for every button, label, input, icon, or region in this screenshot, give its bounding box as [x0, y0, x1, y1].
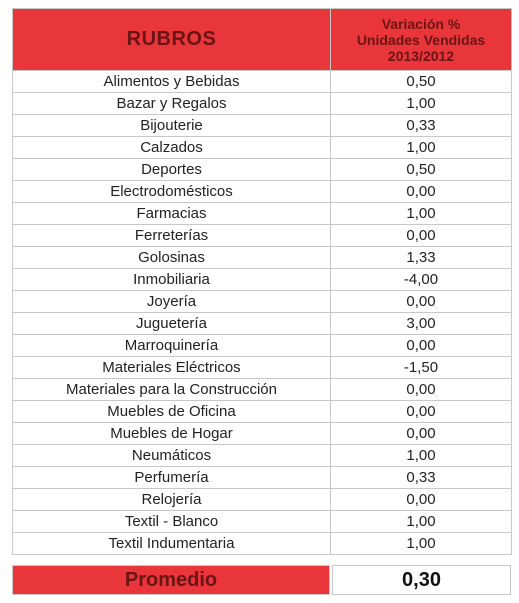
header-rubros: RUBROS	[13, 9, 331, 71]
promedio-label: Promedio	[12, 565, 330, 595]
variation-value-cell: 1,00	[331, 445, 512, 467]
table-row	[13, 313, 512, 335]
rubro-cell: Calzados	[13, 137, 331, 159]
variation-value-cell: 0,00	[331, 335, 512, 357]
header-variation-line1: Variación %	[381, 15, 461, 32]
table-row	[13, 247, 512, 269]
variation-value-cell: -1,50	[331, 357, 512, 379]
rubro-cell: Relojería	[13, 489, 331, 511]
variation-value-cell: 0,00	[331, 489, 512, 511]
table-row	[13, 511, 512, 533]
table-header-row	[13, 9, 512, 71]
variation-value-cell: 1,00	[331, 511, 512, 533]
table-row	[13, 423, 512, 445]
variation-value-cell: 0,00	[331, 401, 512, 423]
variation-value-cell: 0,50	[331, 71, 512, 93]
rubro-cell: Juguetería	[13, 313, 331, 335]
variation-value-cell: 1,00	[331, 533, 512, 555]
variation-value-cell: 3,00	[331, 313, 512, 335]
rubro-cell: Inmobiliaria	[13, 269, 331, 291]
variation-value-cell: -4,00	[331, 269, 512, 291]
table-row	[13, 181, 512, 203]
rubro-cell: Electrodomésticos	[13, 181, 331, 203]
table-row	[13, 71, 512, 93]
table-row	[13, 335, 512, 357]
header-variation-line3: 2013/2012	[387, 47, 455, 64]
rubro-cell: Marroquinería	[13, 335, 331, 357]
rubro-cell: Muebles de Hogar	[13, 423, 331, 445]
variation-value-cell: 0,00	[331, 291, 512, 313]
rubro-cell: Golosinas	[13, 247, 331, 269]
table-body	[13, 71, 512, 555]
variation-value-cell: 0,50	[331, 159, 512, 181]
table-row	[13, 203, 512, 225]
rubro-cell: Textil Indumentaria	[13, 533, 331, 555]
table-row	[13, 159, 512, 181]
header-variation	[331, 9, 512, 71]
header-variation-line2: Unidades Vendidas	[356, 31, 486, 48]
rubro-cell: Deportes	[13, 159, 331, 181]
variation-value-cell: 0,00	[331, 181, 512, 203]
table-row	[13, 269, 512, 291]
summary-row	[12, 565, 511, 595]
rubro-cell: Materiales Eléctricos	[13, 357, 331, 379]
rubro-cell: Joyería	[13, 291, 331, 313]
table-row	[13, 93, 512, 115]
table-row	[13, 291, 512, 313]
rubro-cell: Muebles de Oficina	[13, 401, 331, 423]
table-row	[13, 357, 512, 379]
rubro-cell: Farmacias	[13, 203, 331, 225]
rubro-cell: Perfumería	[13, 467, 331, 489]
rubro-cell: Alimentos y Bebidas	[13, 71, 331, 93]
table-row	[13, 225, 512, 247]
variation-value-cell: 0,33	[331, 467, 512, 489]
variation-value-cell: 0,33	[331, 115, 512, 137]
variation-value-cell: 1,00	[331, 203, 512, 225]
table-row	[13, 467, 512, 489]
variation-table	[12, 8, 512, 555]
rubro-cell: Ferreterías	[13, 225, 331, 247]
table-row	[13, 379, 512, 401]
table-row	[13, 115, 512, 137]
rubro-cell: Materiales para la Construcción	[13, 379, 331, 401]
rubro-cell: Textil - Blanco	[13, 511, 331, 533]
table-row	[13, 137, 512, 159]
rubro-cell: Bazar y Regalos	[13, 93, 331, 115]
variation-value-cell: 1,00	[331, 137, 512, 159]
table-row	[13, 533, 512, 555]
promedio-value: 0,30	[332, 565, 511, 595]
table-row	[13, 445, 512, 467]
variation-value-cell: 0,00	[331, 225, 512, 247]
variation-value-cell: 1,00	[331, 93, 512, 115]
variation-value-cell: 1,33	[331, 247, 512, 269]
table-row	[13, 401, 512, 423]
variation-value-cell: 0,00	[331, 379, 512, 401]
rubro-cell: Neumáticos	[13, 445, 331, 467]
table-row	[13, 489, 512, 511]
rubro-cell: Bijouterie	[13, 115, 331, 137]
variation-value-cell: 0,00	[331, 423, 512, 445]
